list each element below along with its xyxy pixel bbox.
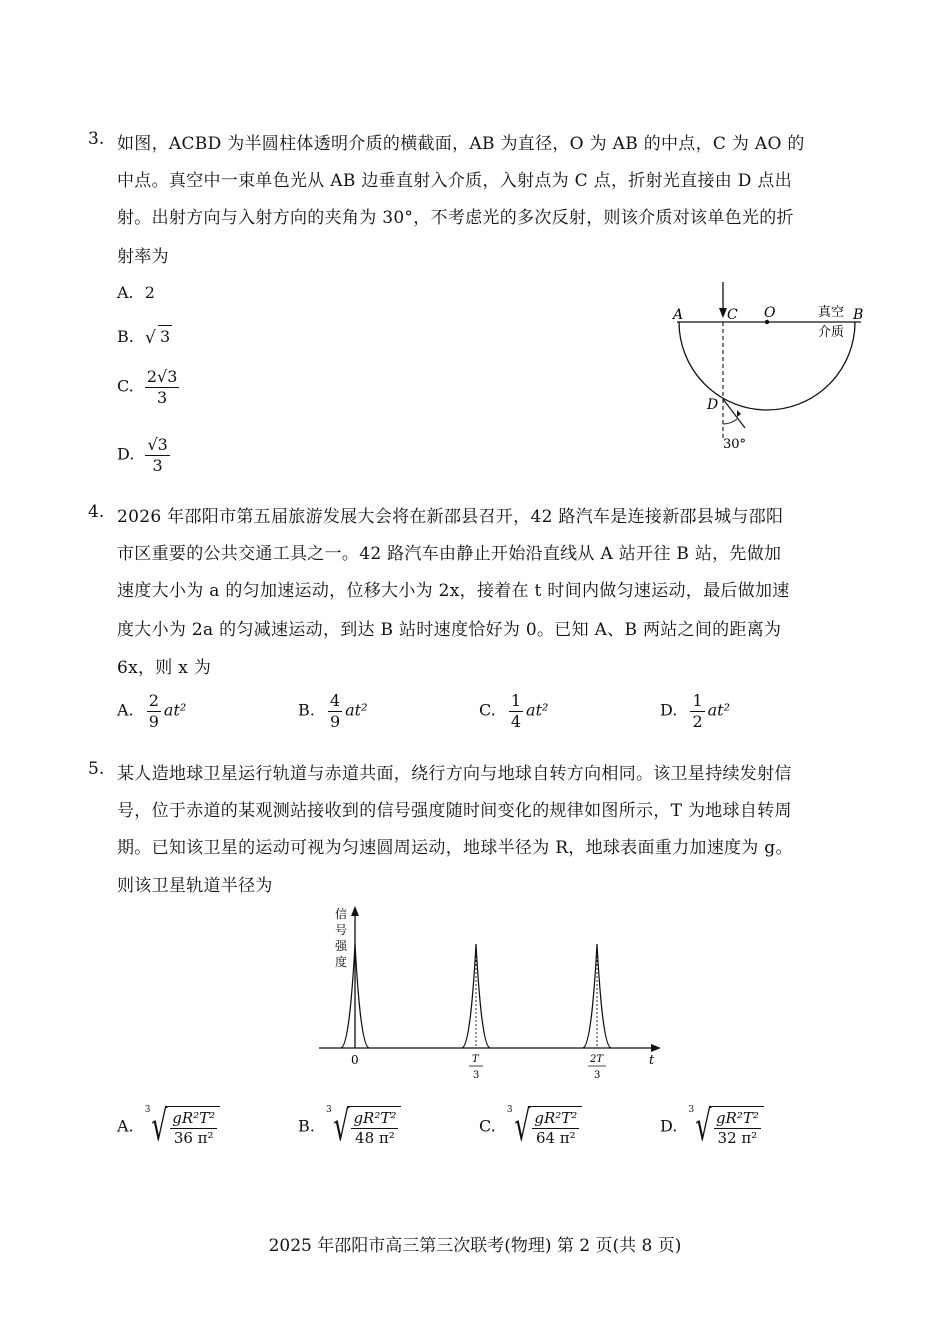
q3-option-b: B. √ 3 <box>117 327 171 348</box>
label-vacuum: 真空 <box>818 305 845 320</box>
cube-root: 3 √ gR²T² 36 π² <box>145 1105 220 1147</box>
ylabel-char-2: 号 <box>335 923 348 937</box>
cube-root: 3 √ gR²T² 48 π² <box>326 1105 401 1147</box>
label-d: D <box>707 397 719 413</box>
q3-line-3: 射。出射方向与入射方向的夹角为 30°，不考虑光的多次反射，则该介质对该单色光的折 <box>117 208 794 228</box>
q5-option-a: A. 3 √ gR²T² 36 π² <box>117 1105 220 1147</box>
q4-line-2: 市区重要的公共交通工具之一。42 路汽车由静止开始沿直线从 A 站开往 B 站，先做加 <box>117 544 782 564</box>
cube-root: 3 √ gR²T² 64 π² <box>507 1105 582 1147</box>
q4-option-b: B. $\frac{4}{9}$ at² <box>298 691 368 731</box>
q3-line-4: 射率为 <box>117 247 169 267</box>
q3-semicircle-figure <box>665 278 875 458</box>
q5-line-1: 某人造地球卫星运行轨道与赤道共面，绕行方向与地球自转方向相同。该卫星持续发射信 <box>117 764 792 784</box>
ylabel-char-1: 信 <box>335 907 348 921</box>
q5-number: 5. <box>88 759 105 779</box>
tick-1-num: T <box>472 1054 479 1065</box>
ylabel-char-3: 强 <box>335 939 348 953</box>
q3-option-c: C. $\frac{2√3}{3}$ <box>117 367 178 407</box>
radical-icon: √ <box>333 1101 350 1150</box>
tick-2-num: 2T <box>590 1054 604 1065</box>
signal-strength-graph <box>315 900 675 1090</box>
label-angle: 30° <box>723 437 747 452</box>
label-b: B <box>853 307 864 323</box>
q3-option-d: D. $\frac{√3}{3}$ <box>117 435 168 475</box>
q3-option-a: A. 2 <box>117 283 155 302</box>
q4-line-5: 6x，则 x 为 <box>117 658 212 678</box>
x-axis-arrow-icon <box>651 1044 661 1052</box>
tick-2-den: 3 <box>594 1070 601 1081</box>
label-medium: 介质 <box>818 325 845 340</box>
radical-icon: √ <box>695 1101 712 1150</box>
angle-arc <box>723 419 737 424</box>
radical-icon: √ <box>151 1101 168 1150</box>
q4-line-1: 2026 年邵阳市第五届旅游发展大会将在新邵县召开，42 路汽车是连接新邵县城与邵阳 <box>117 507 784 527</box>
label-a: A <box>673 307 684 323</box>
sqrt-3: √ 3 <box>144 327 171 348</box>
incident-arrow-icon <box>719 308 727 318</box>
y-axis-arrow-icon <box>351 906 359 916</box>
ylabel-char-4: 度 <box>335 955 348 969</box>
q4-number: 4. <box>88 502 105 522</box>
xlabel-t: t <box>649 1053 655 1068</box>
tick-0: 0 <box>351 1053 359 1067</box>
label-c: C <box>727 307 738 323</box>
q5-option-d: D. 3 √ gR²T² 32 π² <box>660 1105 764 1147</box>
label-o: O <box>764 305 776 321</box>
q4-option-d: D. $\frac{1}{2}$ at² <box>660 691 731 731</box>
q5-line-4: 则该卫星轨道半径为 <box>117 876 273 896</box>
q4-option-a: A. $\frac{2}{9}$ at² <box>117 691 187 731</box>
tick-1-den: 3 <box>473 1070 480 1081</box>
q4-line-3: 速度大小为 a 的匀加速运动，位移大小为 2x，接着在 t 时间内做匀速运动，最后做加速 <box>117 581 790 601</box>
q4-option-c: C. $\frac{1}{4}$ at² <box>479 691 549 731</box>
q3-line-2: 中点。真空中一束单色光从 AB 边垂直射入介质，入射点为 C 点，折射光直接由 D 点出 <box>117 171 793 191</box>
cube-root: 3 √ gR²T² 32 π² <box>688 1105 763 1147</box>
q5-option-b: B. 3 √ gR²T² 48 π² <box>298 1105 401 1147</box>
q3-number: 3. <box>88 129 105 149</box>
q4-line-4: 度大小为 2a 的匀减速运动，到达 B 站时速度恰好为 0。已知 A、B 两站之间的距离为 <box>117 620 782 640</box>
radical-icon: √ <box>513 1101 531 1150</box>
q3-line-1: 如图，ACBD 为半圆柱体透明介质的横截面，AB 为直径，O 为 AB 的中点，C 为 AO 的 <box>117 134 805 154</box>
q5-line-2: 号，位于赤道的某观测站接收到的信号强度随时间变化的规律如图所示，T 为地球自转周 <box>117 801 792 821</box>
q5-line-3: 期。已知该卫星的运动可视为匀速圆周运动，地球半径为 R，地球表面重力加速度为 g。 <box>117 838 793 858</box>
q5-option-c: C. 3 √ gR²T² 64 π² <box>479 1105 582 1147</box>
exit-arrow-icon <box>737 410 741 417</box>
page-footer: 2025 年邵阳市高三第三次联考(物理) 第 2 页(共 8 页) <box>268 1236 682 1256</box>
